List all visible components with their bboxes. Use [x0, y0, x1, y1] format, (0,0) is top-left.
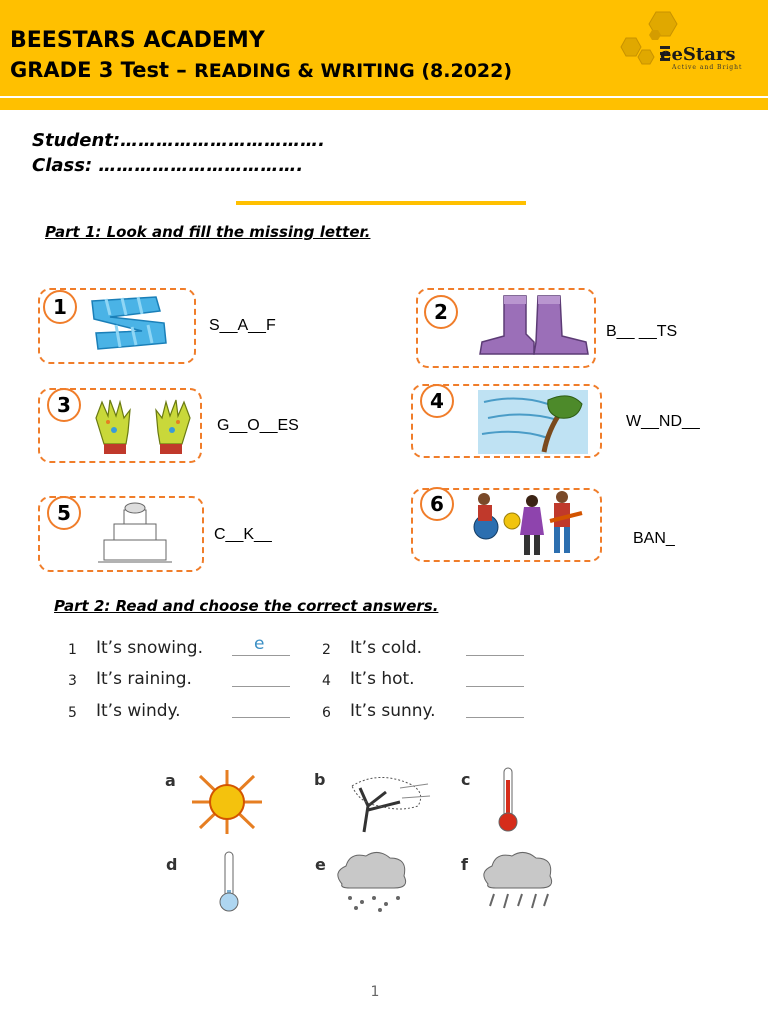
scarf-icon [86, 293, 170, 357]
sun-icon [186, 768, 268, 836]
answer-blank-3[interactable] [232, 686, 290, 687]
weather-letter-c: c [461, 770, 471, 789]
item-number-1: 1 [43, 290, 77, 324]
weather-letter-a: a [165, 771, 176, 790]
sentence-text-6: It’s sunny. [350, 701, 436, 721]
rain-cloud-icon [478, 848, 560, 916]
item-word-2[interactable]: B__ __TS [606, 323, 678, 340]
sentence-text-3: It’s raining. [96, 669, 192, 689]
answer-blank-6[interactable] [466, 717, 524, 718]
logo-tagline: Active and Bright [672, 64, 743, 71]
page-number: 1 [370, 984, 380, 1000]
sentence-number-4: 4 [322, 673, 331, 689]
sentence-number-3: 3 [68, 673, 77, 689]
windy-tree-icon [478, 390, 588, 454]
answer-blank-4[interactable] [466, 686, 524, 687]
header-stripe [0, 98, 768, 110]
band-icon [470, 487, 590, 557]
class-field[interactable]: Class: ……………………………. [32, 155, 304, 176]
gloves-icon [92, 398, 194, 456]
sentence-number-5: 5 [68, 705, 77, 721]
student-name-field[interactable]: Student:……………………………. [32, 130, 325, 151]
cold-thermometer-icon [215, 850, 243, 914]
school-name: BEESTARS ACADEMY [10, 28, 265, 53]
weather-letter-f: f [461, 855, 468, 874]
test-title-grade: GRADE 3 Test – [10, 58, 195, 82]
part1-title: Part 1: Look and fill the missing letter. [45, 223, 371, 241]
windy-tree-icon [330, 770, 432, 834]
sentence-number-6: 6 [322, 705, 331, 721]
item-number-5: 5 [47, 496, 81, 530]
sentence-text-2: It’s cold. [350, 638, 423, 658]
item-number-3: 3 [47, 388, 81, 422]
sentence-text-5: It’s windy. [96, 701, 181, 721]
answer-blank-2[interactable] [466, 655, 524, 656]
answer-blank-1[interactable] [232, 655, 290, 656]
weather-letter-d: d [166, 855, 178, 874]
item-number-4: 4 [420, 384, 454, 418]
weather-letter-e: e [315, 855, 326, 874]
item-word-3[interactable]: G__O__ES [217, 417, 299, 434]
test-title-subject: READING & WRITING (8.2022) [194, 60, 513, 82]
answer-value-1: e [254, 634, 265, 654]
hot-thermometer-icon [494, 766, 522, 834]
logo-wordmark: eeStars [660, 44, 736, 65]
snow-cloud-icon [332, 848, 412, 914]
weather-letter-b: b [314, 770, 326, 789]
item-word-5[interactable]: C__K__ [214, 526, 272, 543]
item-number-2: 2 [424, 295, 458, 329]
item-word-1[interactable]: S__A__F [209, 317, 276, 334]
item-number-6: 6 [420, 487, 454, 521]
divider-line [236, 201, 526, 205]
test-title [10, 58, 512, 82]
cake-icon [98, 500, 172, 566]
sentence-text-1: It’s snowing. [96, 638, 203, 658]
sentence-number-2: 2 [322, 642, 331, 658]
answer-blank-5[interactable] [232, 717, 290, 718]
item-word-4[interactable]: W__ND__ [626, 413, 700, 430]
part2-title: Part 2: Read and choose the correct answers. [54, 597, 439, 615]
item-word-6[interactable]: BAN_ [633, 530, 675, 547]
sentence-text-4: It’s hot. [350, 669, 415, 689]
boots-icon [474, 292, 594, 360]
sentence-number-1: 1 [68, 642, 77, 658]
